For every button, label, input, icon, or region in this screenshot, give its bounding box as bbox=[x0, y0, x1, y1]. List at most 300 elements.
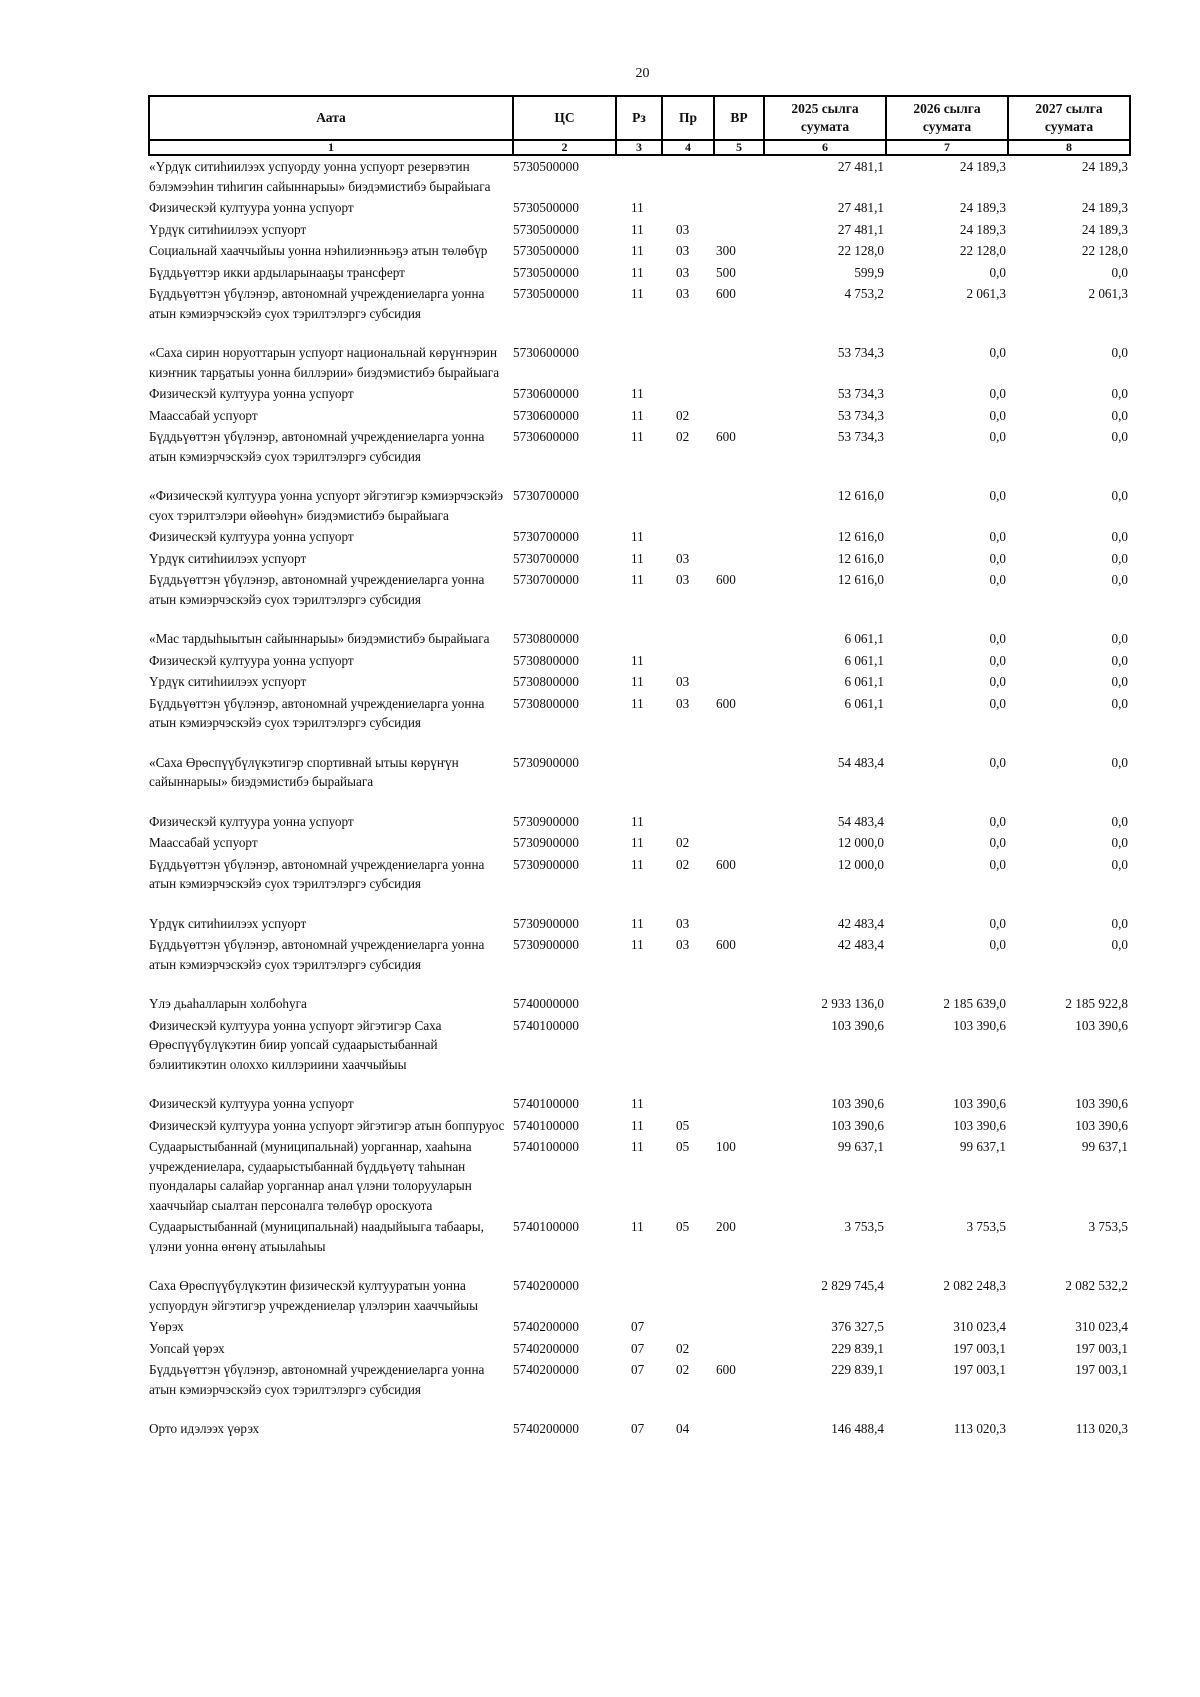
row-cs-code: 5740100000 bbox=[513, 1096, 579, 1111]
column-number: 2 bbox=[513, 140, 616, 155]
row-cs-code: 5730800000 bbox=[513, 631, 579, 646]
row-amount-2027: 0,0 bbox=[1111, 835, 1128, 850]
row-amount-2026: 0,0 bbox=[989, 915, 1006, 931]
row-amount-2026: 0,0 bbox=[989, 550, 1006, 566]
row-amount-2027: 0,0 bbox=[1111, 550, 1128, 566]
row-amount-2025: 42 483,4 bbox=[837, 937, 884, 952]
row-rz-code bbox=[616, 1275, 662, 1316]
row-rz-code: 11 bbox=[631, 429, 644, 444]
row-amount-2026: 197 003,1 bbox=[953, 1362, 1006, 1377]
row-amount-2026: 103 390,6 bbox=[953, 1096, 1006, 1111]
row-cs-code: 5740200000 bbox=[513, 1319, 579, 1334]
row-amount-2026: 2 185 639,0 bbox=[943, 996, 1006, 1011]
row-amount-2025: 2 933 136,0 bbox=[821, 996, 884, 1011]
row-pr-code bbox=[662, 650, 714, 672]
row-rz-code: 11 bbox=[631, 1117, 644, 1133]
row-vr-code: 100 bbox=[716, 1139, 736, 1154]
row-pr-code: 03 bbox=[676, 674, 690, 689]
row-pr-code: 03 bbox=[676, 221, 690, 237]
table-row bbox=[149, 569, 1130, 628]
row-amount-2025: 103 390,6 bbox=[831, 1117, 884, 1133]
row-rz-code bbox=[616, 155, 662, 197]
row-pr-code bbox=[662, 1093, 714, 1115]
row-name: Бүддьүөттэн үбүлэнэр, автономнай учреждениеларга уонна атын кэмиэрчэскэйэ суох тэрилтэлэргэ субсидия bbox=[149, 1362, 485, 1397]
table-row bbox=[149, 197, 1130, 219]
row-cs-code: 5730500000 bbox=[513, 221, 579, 237]
row-amount-2026: 2 061,3 bbox=[966, 286, 1006, 301]
row-name: Бүддьүөттэн үбүлэнэр, автономнай учреждениеларга уонна атын кэмиэрчэскэйэ суох тэрилтэлэргэ субсидия bbox=[149, 856, 485, 891]
row-rz-code bbox=[616, 342, 662, 383]
table-row bbox=[149, 934, 1130, 993]
table-row bbox=[149, 383, 1130, 405]
row-cs-code: 5740100000 bbox=[513, 1017, 579, 1033]
row-cs-code: 5730500000 bbox=[513, 159, 579, 174]
row-amount-2027: 0,0 bbox=[1111, 754, 1128, 770]
row-vr-code bbox=[714, 405, 764, 427]
row-pr-code bbox=[662, 485, 714, 526]
header-pr: Пр bbox=[662, 96, 714, 140]
row-amount-2026: 103 390,6 bbox=[953, 1017, 1006, 1033]
column-number: 5 bbox=[714, 140, 764, 155]
table-row bbox=[149, 671, 1130, 693]
row-pr-code: 03 bbox=[676, 915, 690, 931]
row-amount-2025: 42 483,4 bbox=[837, 915, 884, 931]
table-row bbox=[149, 752, 1130, 811]
row-amount-2027: 0,0 bbox=[1111, 695, 1128, 711]
row-amount-2027: 24 189,3 bbox=[1081, 221, 1128, 237]
row-amount-2026: 0,0 bbox=[989, 572, 1006, 587]
row-rz-code: 11 bbox=[631, 674, 644, 689]
row-pr-code: 05 bbox=[676, 1117, 690, 1133]
table-row bbox=[149, 1316, 1130, 1338]
row-amount-2026: 22 128,0 bbox=[959, 243, 1006, 258]
row-amount-2027: 310 023,4 bbox=[1075, 1319, 1128, 1334]
row-name: «Үрдүк ситиһиилээх успуорду уонна успуорт резервэтин бэлэмээһин тиһигин сайыннарыы» биэдэмистибэ бырайыага bbox=[149, 159, 491, 194]
table-row bbox=[149, 1359, 1130, 1418]
row-name: Үөрэх bbox=[149, 1319, 184, 1334]
row-amount-2026: 0,0 bbox=[989, 386, 1006, 401]
row-rz-code: 07 bbox=[631, 1362, 645, 1377]
row-cs-code: 5730700000 bbox=[513, 488, 579, 503]
table-row bbox=[149, 993, 1130, 1015]
row-name: Бүддьүөттэр икки ардыларынааҕы трансферт bbox=[149, 264, 405, 280]
table-row bbox=[149, 1093, 1130, 1115]
row-cs-code: 5730700000 bbox=[513, 550, 579, 566]
row-cs-code: 5740200000 bbox=[513, 1362, 579, 1377]
row-amount-2026: 24 189,3 bbox=[959, 221, 1006, 237]
row-name: Физическэй култуура уонна успуорт bbox=[149, 529, 354, 544]
row-amount-2025: 103 390,6 bbox=[831, 1017, 884, 1033]
row-rz-code: 11 bbox=[631, 386, 644, 401]
row-amount-2027: 103 390,6 bbox=[1075, 1117, 1128, 1133]
row-rz-code: 11 bbox=[631, 550, 644, 566]
row-rz-code: 11 bbox=[631, 695, 644, 711]
row-vr-code: 600 bbox=[716, 572, 736, 587]
row-amount-2026: 0,0 bbox=[989, 835, 1006, 850]
row-amount-2027: 103 390,6 bbox=[1075, 1096, 1128, 1111]
table-row bbox=[149, 548, 1130, 570]
header-2027: 2027 сылга суумата bbox=[1008, 96, 1130, 140]
row-amount-2027: 103 390,6 bbox=[1075, 1017, 1128, 1033]
header-vr: ВР bbox=[714, 96, 764, 140]
row-rz-code: 11 bbox=[631, 1139, 644, 1154]
row-rz-code: 11 bbox=[631, 407, 644, 423]
row-vr-code bbox=[714, 913, 764, 935]
table-row bbox=[149, 854, 1130, 913]
row-amount-2026: 24 189,3 bbox=[959, 200, 1006, 215]
table-row bbox=[149, 913, 1130, 935]
row-amount-2026: 310 023,4 bbox=[953, 1319, 1006, 1334]
row-rz-code: 11 bbox=[631, 243, 644, 258]
row-amount-2025: 12 616,0 bbox=[837, 488, 884, 503]
row-name: Орто идэлээх үөрэх bbox=[149, 1421, 260, 1436]
row-name: Судаарыстыбаннай (муниципальнай) уорганнар, хааһына учреждениелара, судаарыстыбаннай бүддьүөтү таһынан пуондалары салайар уорганнар анал үлэни толорууларын хааччыйар сыалтан персоналга төлөбүр ороскуота bbox=[149, 1139, 472, 1213]
row-amount-2026: 0,0 bbox=[989, 652, 1006, 668]
row-name: Физическэй култуура уонна успуорт bbox=[149, 200, 354, 215]
row-vr-code bbox=[714, 1418, 764, 1440]
row-name: Маассабай успуорт bbox=[149, 835, 258, 850]
row-amount-2027: 24 189,3 bbox=[1081, 200, 1128, 215]
row-cs-code: 5730600000 bbox=[513, 407, 579, 423]
row-amount-2025: 12 616,0 bbox=[837, 529, 884, 544]
row-amount-2025: 27 481,1 bbox=[837, 200, 884, 215]
row-amount-2027: 2 082 532,2 bbox=[1065, 1278, 1128, 1293]
row-vr-code bbox=[714, 650, 764, 672]
row-amount-2027: 0,0 bbox=[1111, 915, 1128, 931]
table-row bbox=[149, 426, 1130, 485]
row-name: Бүддьүөттэн үбүлэнэр, автономнай учреждениеларга уонна атын кэмиэрчэскэйэ суох тэрилтэлэргэ субсидия bbox=[149, 572, 485, 607]
row-cs-code: 5740100000 bbox=[513, 1139, 579, 1154]
row-amount-2026: 0,0 bbox=[989, 856, 1006, 872]
table-body bbox=[149, 155, 1130, 1440]
table-row bbox=[149, 526, 1130, 548]
row-name: Судаарыстыбаннай (муниципальнай) наадыйыыга табаары, үлэни уонна өҥөнү атыылаһыы bbox=[149, 1219, 484, 1254]
row-name: Физическэй култуура уонна успуорт bbox=[149, 813, 354, 829]
row-cs-code: 5730500000 bbox=[513, 200, 579, 215]
row-amount-2026: 2 082 248,3 bbox=[943, 1278, 1006, 1293]
row-amount-2027: 99 637,1 bbox=[1081, 1139, 1128, 1154]
row-amount-2025: 12 616,0 bbox=[837, 550, 884, 566]
row-name: Социальнай хааччыйыы уонна нэһилиэнньэҕэ атын төлөбүр bbox=[149, 243, 488, 258]
row-cs-code: 5740100000 bbox=[513, 1117, 579, 1133]
row-amount-2026: 0,0 bbox=[989, 429, 1006, 444]
column-number: 7 bbox=[886, 140, 1008, 155]
row-rz-code: 11 bbox=[631, 835, 644, 850]
table-row bbox=[149, 240, 1130, 262]
row-amount-2025: 53 734,3 bbox=[837, 345, 884, 360]
row-amount-2027: 113 020,3 bbox=[1075, 1421, 1128, 1436]
row-amount-2025: 53 734,3 bbox=[837, 386, 884, 401]
budget-table bbox=[148, 95, 1131, 1440]
row-vr-code bbox=[714, 1338, 764, 1360]
table-row bbox=[149, 650, 1130, 672]
row-vr-code bbox=[714, 155, 764, 197]
row-amount-2027: 0,0 bbox=[1111, 813, 1128, 829]
row-cs-code: 5730800000 bbox=[513, 695, 579, 711]
row-vr-code bbox=[714, 811, 764, 833]
row-pr-code bbox=[662, 811, 714, 833]
row-amount-2027: 0,0 bbox=[1111, 937, 1128, 952]
row-vr-code bbox=[714, 526, 764, 548]
row-amount-2025: 3 753,5 bbox=[844, 1219, 884, 1234]
table-row bbox=[149, 1015, 1130, 1094]
row-amount-2025: 12 000,0 bbox=[837, 856, 884, 872]
row-pr-code bbox=[662, 628, 714, 650]
row-cs-code: 5730600000 bbox=[513, 386, 579, 401]
row-amount-2026: 103 390,6 bbox=[953, 1117, 1006, 1133]
row-amount-2027: 0,0 bbox=[1111, 529, 1128, 544]
row-rz-code: 11 bbox=[631, 286, 644, 301]
header-rz: Рз bbox=[616, 96, 662, 140]
row-cs-code: 5730800000 bbox=[513, 652, 579, 668]
row-cs-code: 5740100000 bbox=[513, 1219, 579, 1234]
row-vr-code: 300 bbox=[716, 243, 736, 258]
row-pr-code: 03 bbox=[676, 286, 690, 301]
row-cs-code: 5730500000 bbox=[513, 243, 579, 258]
table-row bbox=[149, 485, 1130, 526]
column-number: 1 bbox=[149, 140, 513, 155]
row-vr-code: 200 bbox=[716, 1219, 736, 1234]
row-rz-code: 11 bbox=[631, 915, 644, 931]
row-cs-code: 5740200000 bbox=[513, 1340, 579, 1356]
table-row bbox=[149, 1275, 1130, 1316]
row-name: Уопсай үөрэх bbox=[149, 1340, 225, 1356]
row-pr-code: 02 bbox=[676, 835, 690, 850]
table-row bbox=[149, 1136, 1130, 1216]
row-amount-2026: 0,0 bbox=[989, 695, 1006, 711]
row-name: «Физическэй култуура уонна успуорт эйгэтигэр кэмиэрчэскэйэ суох тэрилтэлэри өйөөһүн» биэдэмистибэ бырайыага bbox=[149, 488, 503, 523]
table-row bbox=[149, 1216, 1130, 1275]
row-amount-2025: 146 488,4 bbox=[831, 1421, 884, 1436]
row-vr-code: 600 bbox=[716, 695, 736, 711]
column-number-row bbox=[149, 140, 1130, 155]
row-amount-2027: 197 003,1 bbox=[1075, 1340, 1128, 1356]
row-amount-2027: 0,0 bbox=[1111, 674, 1128, 689]
row-name: Бүддьүөттэн үбүлэнэр, автономнай учреждениеларга уонна атын кэмиэрчэскэйэ суох тэрилтэлэргэ субсидия bbox=[149, 695, 485, 730]
row-vr-code bbox=[714, 485, 764, 526]
row-amount-2026: 0,0 bbox=[989, 813, 1006, 829]
row-rz-code: 11 bbox=[631, 1096, 644, 1111]
row-amount-2027: 197 003,1 bbox=[1075, 1362, 1128, 1377]
row-rz-code bbox=[616, 628, 662, 650]
row-amount-2025: 103 390,6 bbox=[831, 1096, 884, 1111]
column-number: 6 bbox=[764, 140, 886, 155]
row-rz-code bbox=[616, 752, 662, 811]
row-vr-code bbox=[714, 993, 764, 1015]
column-number: 8 bbox=[1008, 140, 1130, 155]
row-pr-code bbox=[662, 1015, 714, 1094]
row-pr-code bbox=[662, 1316, 714, 1338]
row-name: Үлэ дьаһалларын холбоһуга bbox=[149, 996, 307, 1011]
row-pr-code: 05 bbox=[676, 1219, 690, 1234]
row-rz-code: 11 bbox=[631, 813, 644, 829]
row-amount-2026: 113 020,3 bbox=[953, 1421, 1006, 1436]
row-amount-2026: 0,0 bbox=[989, 264, 1006, 280]
row-vr-code bbox=[714, 548, 764, 570]
row-cs-code: 5730600000 bbox=[513, 345, 579, 360]
row-amount-2027: 0,0 bbox=[1111, 631, 1128, 646]
column-number: 3 bbox=[616, 140, 662, 155]
row-amount-2026: 0,0 bbox=[989, 754, 1006, 770]
row-amount-2025: 12 616,0 bbox=[837, 572, 884, 587]
row-name: Физическэй култуура уонна успуорт bbox=[149, 386, 354, 401]
row-pr-code bbox=[662, 383, 714, 405]
table-row bbox=[149, 811, 1130, 833]
row-name: Үрдүк ситиһиилээх успуорт bbox=[149, 915, 307, 931]
row-vr-code bbox=[714, 1275, 764, 1316]
header-2025: 2025 сылга суумата bbox=[764, 96, 886, 140]
row-amount-2025: 6 061,1 bbox=[844, 674, 884, 689]
row-pr-code bbox=[662, 155, 714, 197]
row-cs-code: 5730900000 bbox=[513, 754, 579, 770]
row-cs-code: 5740000000 bbox=[513, 996, 579, 1011]
row-vr-code: 500 bbox=[716, 264, 736, 280]
row-vr-code: 600 bbox=[716, 937, 736, 952]
row-amount-2026: 0,0 bbox=[989, 674, 1006, 689]
row-cs-code: 5730700000 bbox=[513, 572, 579, 587]
row-pr-code: 02 bbox=[676, 1340, 690, 1356]
row-rz-code: 07 bbox=[631, 1319, 645, 1334]
row-amount-2025: 53 734,3 bbox=[837, 407, 884, 423]
table-row bbox=[149, 832, 1130, 854]
row-name: «Саха Өрөспүүбүлүкэтигэр спортивнай ытыы көрүҥүн сайыннарыы» биэдэмистибэ бырайыага bbox=[149, 754, 459, 789]
row-rz-code: 11 bbox=[631, 572, 644, 587]
table-row bbox=[149, 628, 1130, 650]
row-amount-2025: 12 000,0 bbox=[837, 835, 884, 850]
row-amount-2025: 6 061,1 bbox=[844, 695, 884, 711]
row-cs-code: 5740200000 bbox=[513, 1278, 579, 1293]
row-rz-code: 11 bbox=[631, 652, 644, 668]
row-amount-2027: 0,0 bbox=[1111, 572, 1128, 587]
row-vr-code: 600 bbox=[716, 429, 736, 444]
row-vr-code bbox=[714, 1316, 764, 1338]
row-vr-code bbox=[714, 219, 764, 241]
row-amount-2026: 197 003,1 bbox=[953, 1340, 1006, 1356]
row-amount-2027: 0,0 bbox=[1111, 386, 1128, 401]
row-rz-code: 11 bbox=[631, 1219, 644, 1234]
row-cs-code: 5730900000 bbox=[513, 835, 579, 850]
header-name: Аата bbox=[149, 96, 513, 140]
row-cs-code: 5730700000 bbox=[513, 529, 579, 544]
row-amount-2025: 22 128,0 bbox=[837, 243, 884, 258]
row-vr-code: 600 bbox=[716, 1362, 736, 1377]
row-amount-2026: 0,0 bbox=[989, 345, 1006, 360]
row-amount-2025: 99 637,1 bbox=[837, 1139, 884, 1154]
row-vr-code: 600 bbox=[716, 856, 736, 872]
row-rz-code: 07 bbox=[631, 1421, 645, 1436]
row-pr-code bbox=[662, 197, 714, 219]
row-name: Физическэй култуура уонна успуорт bbox=[149, 652, 354, 668]
row-cs-code: 5730900000 bbox=[513, 813, 579, 829]
table-row bbox=[149, 283, 1130, 342]
row-name: Саха Өрөспүүбүлүкэтин физическэй култууратын уонна успуордун эйгэтигэр учреждениелар үлэлэрин хааччыйыы bbox=[149, 1278, 478, 1313]
row-amount-2025: 2 829 745,4 bbox=[821, 1278, 884, 1293]
row-amount-2026: 0,0 bbox=[989, 529, 1006, 544]
row-pr-code bbox=[662, 1275, 714, 1316]
row-amount-2025: 54 483,4 bbox=[837, 813, 884, 829]
header-2026: 2026 сылга суумата bbox=[886, 96, 1008, 140]
row-amount-2027: 2 185 922,8 bbox=[1065, 996, 1128, 1011]
row-vr-code bbox=[714, 671, 764, 693]
row-name: Бүддьүөттэн үбүлэнэр, автономнай учреждениеларга уонна атын кэмиэрчэскэйэ суох тэрилтэлэргэ субсидия bbox=[149, 937, 485, 972]
row-amount-2025: 4 753,2 bbox=[844, 286, 884, 301]
row-rz-code: 11 bbox=[631, 264, 644, 280]
row-name: «Саха сирин норуоттарын успуорт национальнай көрүҥнэрин киэҥник тарҕатыы уонна биллэрии» биэдэмистибэ бырайыага bbox=[149, 345, 500, 380]
row-amount-2025: 229 839,1 bbox=[831, 1362, 884, 1377]
header-cs: ЦС bbox=[513, 96, 616, 140]
row-vr-code bbox=[714, 1015, 764, 1094]
row-name: Үрдүк ситиһиилээх успуорт bbox=[149, 674, 307, 689]
row-amount-2027: 22 128,0 bbox=[1081, 243, 1128, 258]
row-pr-code bbox=[662, 752, 714, 811]
row-rz-code: 07 bbox=[631, 1340, 645, 1356]
row-amount-2026: 24 189,3 bbox=[959, 159, 1006, 174]
row-name: Бүддьүөттэн үбүлэнэр, автономнай учреждениеларга уонна атын кэмиэрчэскэйэ суох тэрилтэлэргэ субсидия bbox=[149, 429, 485, 464]
row-amount-2025: 6 061,1 bbox=[844, 631, 884, 646]
row-amount-2026: 0,0 bbox=[989, 937, 1006, 952]
row-vr-code bbox=[714, 1115, 764, 1137]
row-name: «Мас тардыһыытын сайыннарыы» биэдэмистибэ бырайыага bbox=[149, 631, 490, 646]
row-amount-2025: 6 061,1 bbox=[844, 652, 884, 668]
row-vr-code bbox=[714, 628, 764, 650]
row-amount-2027: 0,0 bbox=[1111, 345, 1128, 360]
row-vr-code bbox=[714, 832, 764, 854]
row-vr-code bbox=[714, 342, 764, 383]
row-amount-2025: 599,9 bbox=[854, 264, 884, 280]
table-row bbox=[149, 1115, 1130, 1137]
row-pr-code: 05 bbox=[676, 1139, 690, 1154]
row-amount-2026: 0,0 bbox=[989, 488, 1006, 503]
row-cs-code: 5730800000 bbox=[513, 674, 579, 689]
table-row bbox=[149, 405, 1130, 427]
row-amount-2027: 0,0 bbox=[1111, 652, 1128, 668]
row-pr-code: 02 bbox=[676, 856, 690, 872]
row-pr-code bbox=[662, 342, 714, 383]
row-amount-2025: 27 481,1 bbox=[837, 159, 884, 174]
row-cs-code: 5740200000 bbox=[513, 1421, 579, 1436]
row-amount-2026: 3 753,5 bbox=[966, 1219, 1006, 1234]
row-amount-2027: 0,0 bbox=[1111, 407, 1128, 423]
row-amount-2025: 229 839,1 bbox=[831, 1340, 884, 1356]
row-name: Үрдүк ситиһиилээх успуорт bbox=[149, 550, 307, 566]
row-pr-code bbox=[662, 993, 714, 1015]
row-name: Физическэй култуура уонна успуорт bbox=[149, 1096, 354, 1111]
row-rz-code: 11 bbox=[631, 937, 644, 952]
row-amount-2027: 0,0 bbox=[1111, 488, 1128, 503]
row-amount-2027: 24 189,3 bbox=[1081, 159, 1128, 174]
column-number: 4 bbox=[662, 140, 714, 155]
row-vr-code bbox=[714, 1093, 764, 1115]
table-row bbox=[149, 1418, 1130, 1440]
table-row bbox=[149, 693, 1130, 752]
row-cs-code: 5730900000 bbox=[513, 856, 579, 872]
table-header-row bbox=[149, 96, 1130, 140]
row-amount-2025: 53 734,3 bbox=[837, 429, 884, 444]
row-amount-2026: 0,0 bbox=[989, 631, 1006, 646]
row-amount-2027: 0,0 bbox=[1111, 856, 1128, 872]
table-row bbox=[149, 219, 1130, 241]
row-name: Физическэй култуура уонна успуорт эйгэтигэр атын боппуруос bbox=[149, 1117, 505, 1133]
row-rz-code: 11 bbox=[631, 221, 644, 237]
row-pr-code: 03 bbox=[676, 937, 690, 952]
row-pr-code: 03 bbox=[676, 695, 690, 711]
row-rz-code bbox=[616, 993, 662, 1015]
row-rz-code: 11 bbox=[631, 200, 644, 215]
row-name: Үрдүк ситиһиилээх успуорт bbox=[149, 221, 307, 237]
row-pr-code: 02 bbox=[676, 429, 690, 444]
row-pr-code: 02 bbox=[676, 407, 690, 423]
row-name: Бүддьүөттэн үбүлэнэр, автономнай учреждениеларга уонна атын кэмиэрчэскэйэ суох тэрилтэлэргэ субсидия bbox=[149, 286, 485, 321]
